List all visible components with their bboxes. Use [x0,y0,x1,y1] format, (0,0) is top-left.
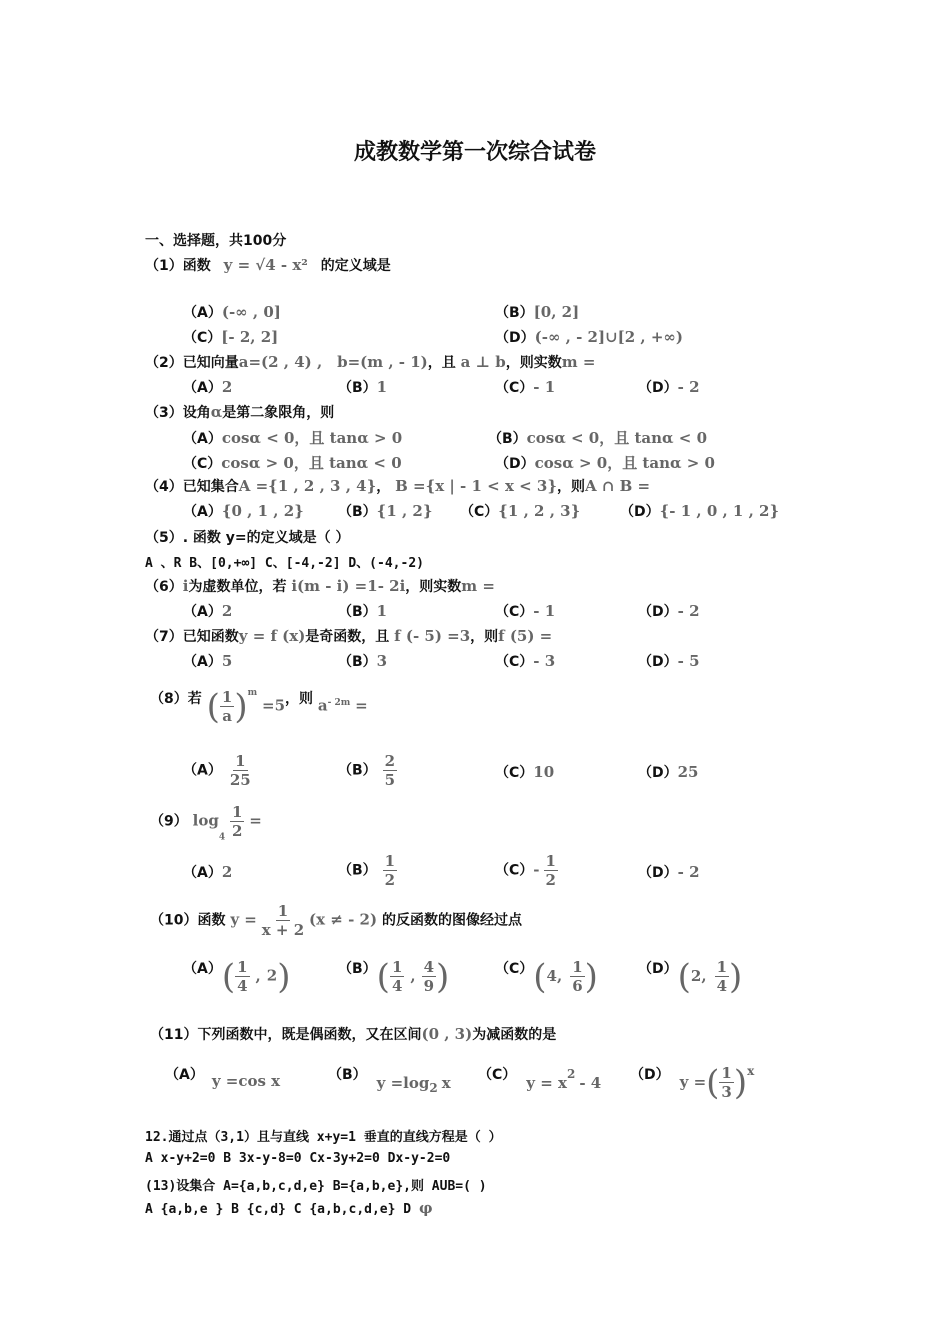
q2-option-d[interactable]: （D）- 2 [638,378,700,396]
question-4: （4）已知集合A ={1 , 2 , 3 , 4}， B ={x | - 1 < x < 3}，则A ∩ B = [145,477,651,495]
question-3: （3）设角α是第二象限角，则 [145,403,335,421]
q11-option-c[interactable]: （C） y = x2 - 4 [478,1067,602,1092]
q1-option-d[interactable]: （D）(-∞ , - 2]∪[2 , +∞) [495,328,684,346]
question-6: （6）i为虚数单位，若 i(m - i) =1- 2i，则实数m = [145,577,495,595]
q2-option-b[interactable]: （B）1 [338,378,388,396]
q4-option-d[interactable]: （D）{- 1 , 0 , 1 , 2} [620,502,780,520]
q1-expr: y = √4 - x² [223,256,308,274]
q8-option-c[interactable]: （C）10 [495,763,555,781]
q2-option-a[interactable]: （A）2 [183,378,233,396]
q11-option-d[interactable]: （D） y =( $\frac{1}{3}$ )x [630,1062,755,1103]
question-9: （9） $\log_4$ $\frac{1}{2}$ = [150,803,262,843]
q1-label: （1）函数 [145,258,211,274]
q6-option-d[interactable]: （D）- 2 [638,602,700,620]
q12-options[interactable]: A x-y+2=0 B 3x-y-8=0 Cx-3y+2=0 Dx-y-2=0 [145,1151,451,1166]
question-5: （5）. 函数 y=的定义域是（ ） [145,530,350,546]
q10-option-c[interactable]: （C）(4, $\frac{1}{6}$ ) [495,956,598,997]
q7-option-c[interactable]: （C）- 3 [495,652,556,670]
q4-option-c[interactable]: （C）{1 , 2 , 3} [460,502,581,520]
q6-option-b[interactable]: （B）1 [338,602,388,620]
q2-option-c[interactable]: （C）- 1 [495,378,556,396]
question-1 [145,255,391,275]
q10-option-d[interactable]: （D）(2, $\frac{1}{4}$ ) [638,956,743,997]
question-10: （10）函数 y = $\frac{1}{x + 2}$ (x ≠ - 2) 的反函数的图像经过点 [150,902,522,939]
question-11: （11）下列函数中，既是偶函数，又在区间(0 , 3)为减函数的是 [150,1025,557,1043]
q9-option-d[interactable]: （D）- 2 [638,863,700,881]
q3-option-b[interactable]: （B）cosα < 0，且 tanα < 0 [488,429,708,447]
q3-option-c[interactable]: （C）cosα > 0，且 tanα < 0 [183,454,402,472]
page-title: 成教数学第一次综合试卷 [353,140,596,165]
q9-option-b[interactable]: （B） $\frac{1}{2}$ [338,852,396,889]
q7-option-b[interactable]: （B）3 [338,652,388,670]
q1-option-b[interactable]: （B）[0, 2] [495,303,580,321]
q8-option-b[interactable]: （B） $\frac{2}{5}$ [338,752,396,789]
question-7: （7）已知函数y = f (x)是奇函数，且 f (- 5) =3，则f (5) = [145,627,553,645]
q3-option-d[interactable]: （D）cosα > 0，且 tanα > 0 [495,454,715,472]
q1-option-c[interactable]: （C）[- 2, 2] [183,328,279,346]
q11-option-b[interactable]: （B） y =log2 x [328,1067,451,1095]
question-2: （2）已知向量a=(2 , 4) , b=(m , - 1)，且 a ⊥ b，则实数m = [145,353,596,371]
q11-option-a[interactable]: （A） y =cos x [165,1067,281,1090]
q10-option-a[interactable]: （A）( $\frac{1}{4}$ , 2) [183,956,291,997]
q7-option-a[interactable]: （A）5 [183,652,233,670]
q4-option-b[interactable]: （B）{1 , 2} [338,502,433,520]
q7-option-d[interactable]: （D）- 5 [638,652,700,670]
q1-tail: 的定义域是 [320,258,391,274]
q3-option-a[interactable]: （A）cosα < 0，且 tanα > 0 [183,429,403,447]
question-8: （8）若 ( $\frac{1}{a}$ )$^m$ =5，则 $a^{- 2m}$ = [150,686,368,727]
q10-option-b[interactable]: （B）( $\frac{1}{4}$ , $\frac{4}{9}$ ) [338,956,450,997]
q9-option-a[interactable]: （A）2 [183,863,233,881]
q13-options[interactable]: A {a,b,e } B {c,d} C {a,b,c,d,e} D φ [145,1199,433,1217]
section-heading: 一、选择题，共100分 [145,233,287,249]
q9-option-c[interactable]: （C）- $\frac{1}{2}$ [495,852,556,889]
q5-options[interactable]: A 、R B、[0,+∞] C、[-4,-2] D、(-4,-2) [145,556,424,571]
question-12: 12.通过点（3,1）且与直线 x+y=1 垂直的直线方程是（ ） [145,1130,502,1145]
q8-option-d[interactable]: （D）25 [638,763,699,781]
q4-option-a[interactable]: （A）{0 , 1 , 2} [183,502,304,520]
question-13: (13)设集合 A={a,b,c,d,e} B={a,b,e},则 AUB=( ) [145,1179,487,1194]
q6-option-c[interactable]: （C）- 1 [495,602,556,620]
q8-option-a[interactable]: （A） $\frac{1}{25}$ [183,752,251,789]
q6-option-a[interactable]: （A）2 [183,602,233,620]
q1-option-a[interactable]: （A）(-∞ , 0] [183,303,281,321]
